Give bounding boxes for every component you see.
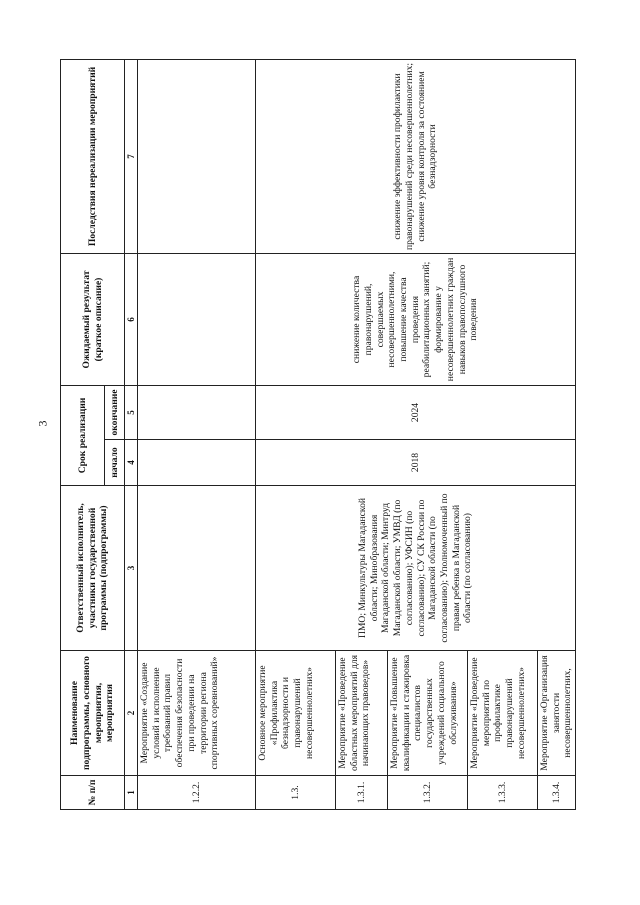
header-period: Срок реализации [61, 385, 105, 485]
header-consequences: Последствия нереализации мероприятий [61, 59, 125, 253]
table-row [256, 59, 336, 809]
row-start [138, 440, 256, 486]
header-row [61, 59, 105, 809]
merged-start: 2018 [256, 440, 576, 486]
column-number: 2 [125, 651, 138, 776]
merged-result: снижение количества правонарушений, совершаемых несовершеннолетними, повышение качества проведения реабилитационных занятий; формирование у несовершеннолетних граждан навыков правопослушного поведения [256, 253, 576, 385]
column-number: 4 [125, 440, 138, 486]
header-name: Наименование подпрограммы, основного мероприятия, мероприятия [61, 651, 125, 776]
row-number: 1.3.3. [468, 776, 538, 810]
row-consequences [138, 59, 256, 253]
header-executor: Ответственный исполнитель, участники государственной программы (подпрограммы) [61, 486, 125, 651]
header-num: № п/п [61, 776, 125, 810]
column-number: 7 [125, 59, 138, 253]
row-name: Мероприятие «Проведение областных мероприятий для начинающих правоведов» [336, 651, 388, 776]
row-number: 1.2.2. [138, 776, 256, 810]
page-number: 3 [35, 420, 50, 427]
merged-end: 2024 [256, 385, 576, 439]
header-end: окончание [105, 385, 125, 439]
row-result [138, 253, 256, 385]
merged-executors: ПМО; Минкультуры Магаданской области; Минобразования Магаданской области; Минтруд Магаданской области; УМВД (по согласованию); УФСИН (по согласованию); СУ СК России по Магаданской области (по согласованию); Уполномоченный по правам ребенка в Магаданской области (по согласованию) [256, 486, 576, 651]
measures-table [60, 59, 576, 810]
row-number: 1.3.4. [538, 776, 576, 810]
rotated-table-container [60, 60, 574, 810]
column-number: 3 [125, 486, 138, 651]
row-name: Мероприятие «Создание условий и исполнение требований правил обеспечения безопасности при проведении на территории региона спортивных соревнований» [138, 651, 256, 776]
column-number-row [125, 59, 138, 809]
row-number: 1.3.1. [336, 776, 388, 810]
column-number: 6 [125, 253, 138, 385]
row-executor [138, 486, 256, 651]
column-number: 1 [125, 776, 138, 810]
row-name: Основное мероприятие «Профилактика безнадзорности и правонарушений несовершеннолетних» [256, 651, 336, 776]
header-start: начало [105, 440, 125, 486]
row-end [138, 385, 256, 439]
row-number: 1.3.2. [388, 776, 468, 810]
merged-consequences: снижение эффективности профилактики правонарушений среди несовершеннолетних; снижение уровня контроля за состоянием безнадзорности [256, 59, 576, 253]
table-row [138, 59, 256, 809]
row-name: Мероприятие «Проведение мероприятий по профилактике правонарушений несовершеннолетних» [468, 651, 538, 776]
header-result: Ожидаемый результат (краткое описание) [61, 253, 125, 385]
row-name: Мероприятие «Повышение квалификации и стажировка специалистов государственных учреждений социального обслуживания» [388, 651, 468, 776]
column-number: 5 [125, 385, 138, 439]
row-number: 1.3. [256, 776, 336, 810]
row-name: Мероприятие «Организация занятости несовершеннолетних, [538, 651, 576, 776]
